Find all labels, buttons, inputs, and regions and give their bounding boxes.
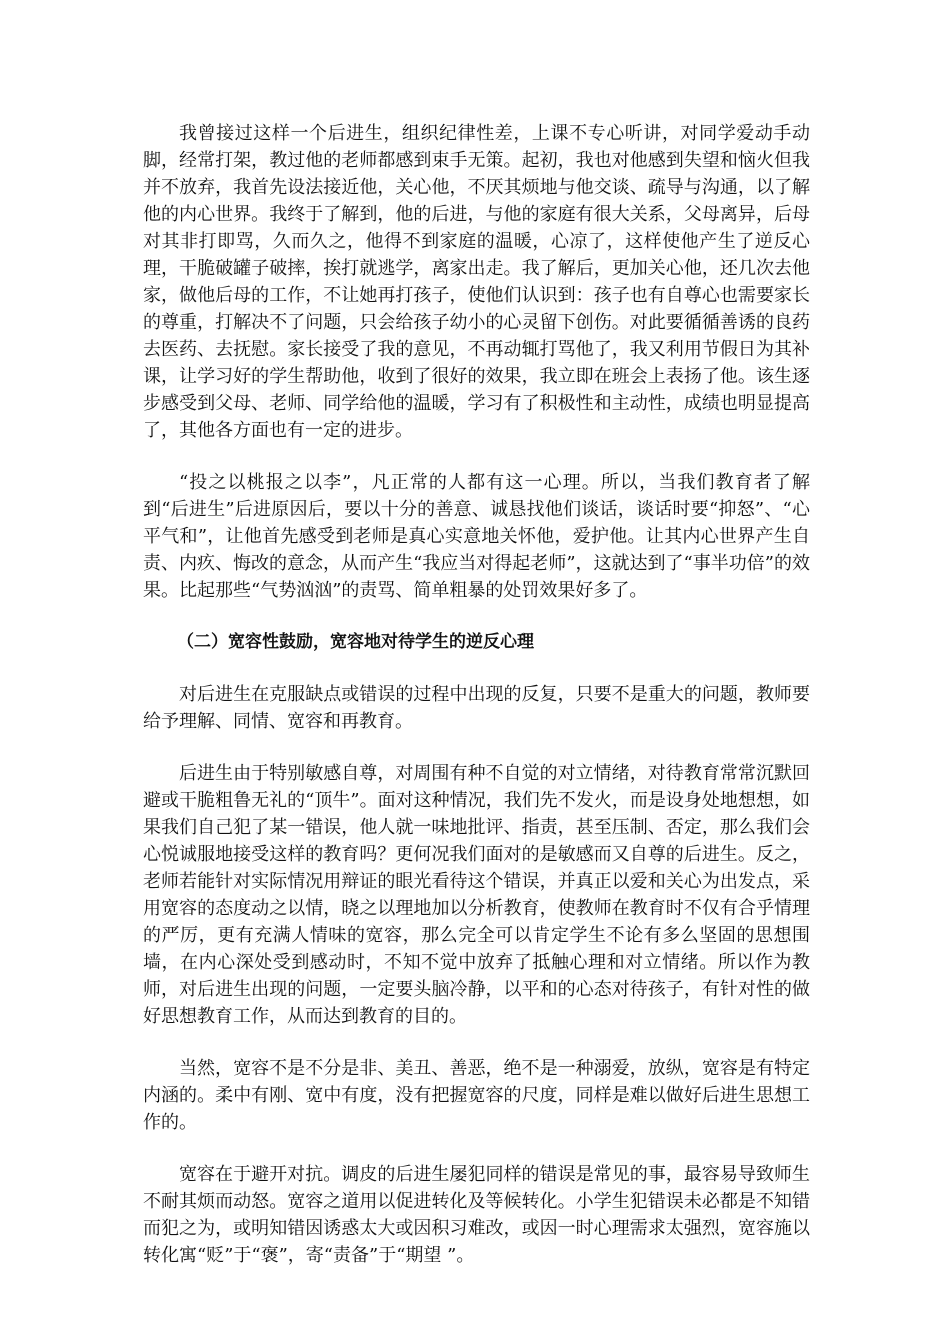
paragraph-tolerance-limits: 当然，宽容不是不分是非、美丑、善恶，绝不是一种溺爱，放纵，宽容是有特定内涵的。柔中有刚、宽中有度，没有把握宽容的尺度，同样是难以做好后进生思想工作的。 <box>143 1058 810 1133</box>
paragraph-sensitivity: 后进生由于特别敏感自尊，对周围有种不自觉的对立情绪，对待教育常常沉默回避或干脆粗鲁无礼的“顶牛”。面对这种情况，我们先不发火，而是设身处地想想，如果我们自己犯了某一错误，他人就一味地批评、指责，甚至压制、否定，那么我们会心悦诚服地接受这样的教育吗？更何况我们面对的是敏感而又自尊的后进生。反之，老师若能针对实际情况用辩证的眼光看待这个错误，并真正以爱和关心为出发点，采用宽容的态度动之以情，晓之以理地加以分析教育，使教师在教育时不仅有合乎情理的严厉，更有充满人情味的宽容，那么完全可以肯定学生不论有多么坚固的思想围墙，在内心深处受到感动时，不知不觉中放弃了抵触心理和对立情绪。所以作为教师，对后进生出现的问题，一定要头脑冷静，以平和的心态对待孩子，有针对性的做好思想教育工作，从而达到教育的目的。 <box>143 763 810 1027</box>
paragraph-reciprocity: “投之以桃报之以李”，凡正常的人都有这一心理。所以，当我们教育者了解到“后进生”后进原因后，要以十分的善意、诚恳找他们谈话，谈话时要“抑怒”、“心平气和”，让他首先感受到老师是真心实意地关怀他，爱护他。让其内心世界产生自责、内疚、悔改的意念，从而产生“我应当对得起老师”，这就达到了“事半功倍”的效果。比起那些“气势汹汹”的责骂、简单粗暴的处罚效果好多了。 <box>143 472 810 601</box>
document-body <box>143 120 810 1294</box>
paragraph-understanding: 对后进生在克服缺点或错误的过程中出现的反复，只要不是重大的问题，教师要给予理解、同情、宽容和再教育。 <box>143 684 810 732</box>
section-heading: （二）宽容性鼓励，宽容地对待学生的逆反心理 <box>177 632 534 652</box>
paragraph-backward-student-case: 我曾接过这样一个后进生，组织纪律性差，上课不专心听讲，对同学爱动手动脚，经常打架，教过他的老师都感到束手无策。起初，我也对他感到失望和恼火但我并不放弃，我首先设法接近他，关心他，不厌其烦地与他交谈、疏导与沟通，以了解他的内心世界。我终于了解到，他的后进，与他的家庭有很大关系，父母离异，后母对其非打即骂，久而久之，他得不到家庭的温暖，心凉了，这样使他产生了逆反心理，干脆破罐子破摔，挨打就逃学，离家出走。我了解后，更加关心他，还几次去他家，做他后母的工作，不让她再打孩子，使他们认识到：孩子也有自尊心也需要家长的尊重，打解决不了问题，只会给孩子幼小的心灵留下创伤。对此要循循善诱的良药去医药、去抚慰。家长接受了我的意见，不再动辄打骂他了，我又利用节假日为其补课，让学习好的学生帮助他，收到了很好的效果，我立即在班会上表扬了他。该生逐步感受到父母、老师、同学给他的温暖，学习有了积极性和主动性，成绩也明显提高了，其他各方面也有一定的进步。 <box>143 123 810 441</box>
paragraph-avoid-confrontation: 宽容在于避开对抗。调皮的后进生屡犯同样的错误是常见的事，最容易导致师生不耐其烦而动怒。宽容之道用以促进转化及等候转化。小学生犯错误未必都是不知错而犯之为，或明知错因诱惑太大或因积习难改，或因一时心理需求太强烈，宽容施以转化寓“贬”于“褒”，寄“责备”于“期望 ”。 <box>143 1164 810 1266</box>
